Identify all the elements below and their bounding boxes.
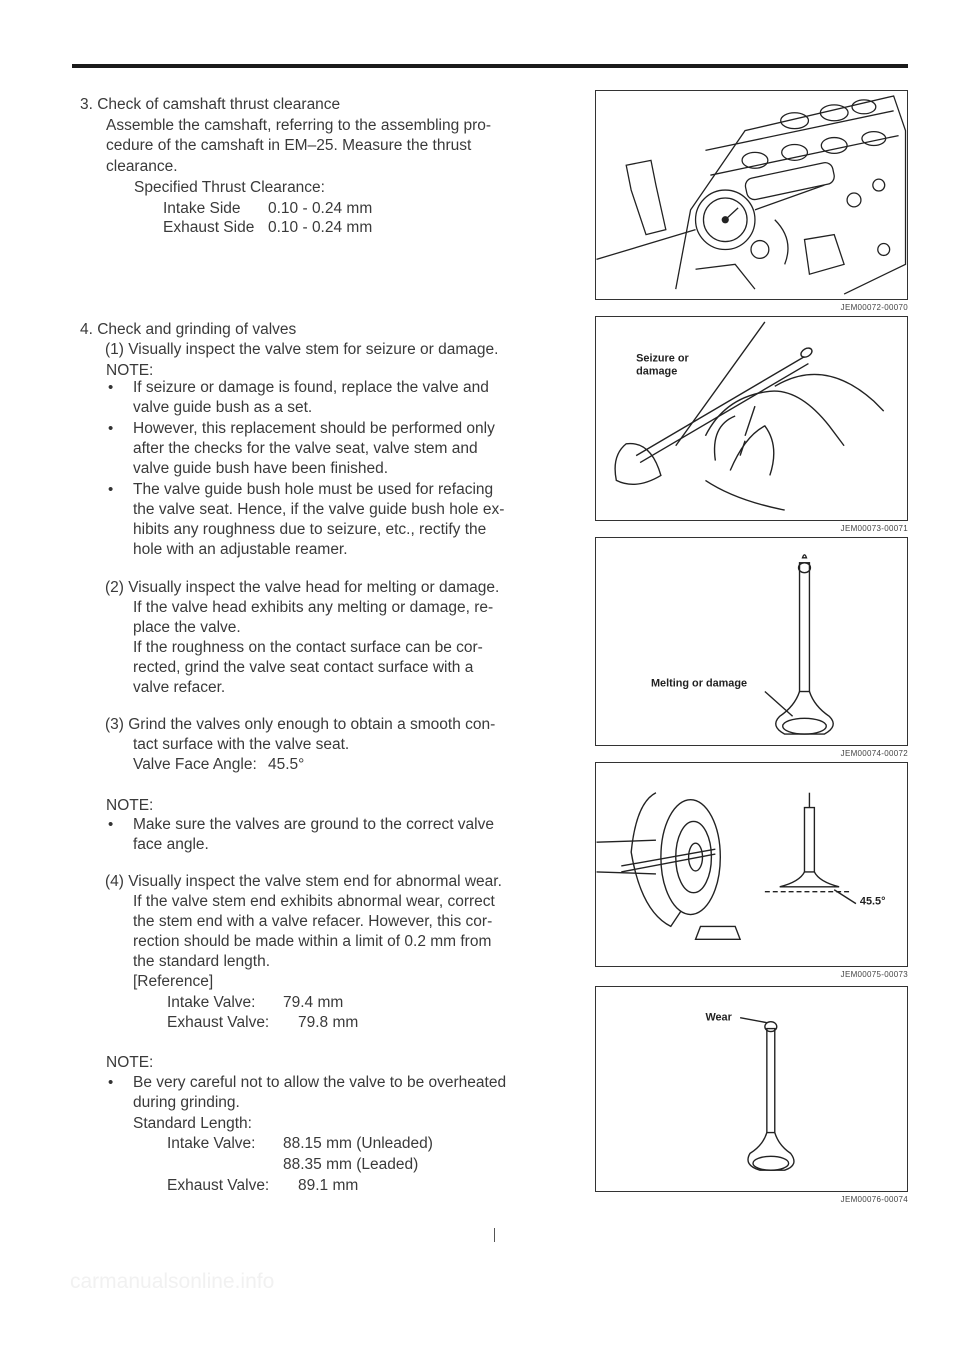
note1-label: NOTE: bbox=[106, 362, 154, 379]
intake-side-label: Intake Side bbox=[163, 200, 241, 217]
note1-bullet2-line2: after the checks for the valve seat, valve stem and bbox=[133, 440, 478, 457]
figure-5-id: JEM00076-00074 bbox=[840, 1195, 908, 1204]
item3-line-1: Assemble the camshaft, referring to the assembling pro- bbox=[106, 117, 492, 134]
valve-in-hand-illustration bbox=[596, 317, 907, 520]
std-length-label: Standard Length: bbox=[133, 1115, 252, 1132]
watermark-text: carmanualsonline.info bbox=[70, 1270, 275, 1293]
figure-valve-face-angle bbox=[595, 762, 908, 967]
sub4-line4: the standard length. bbox=[133, 953, 271, 970]
face-angle-value: 45.5° bbox=[268, 756, 305, 773]
note1-bullet3-line1: The valve guide bush hole must be used for refacing bbox=[133, 481, 494, 498]
sub4-line2: the stem end with a valve refacer. However, this cor- bbox=[133, 913, 493, 930]
note1-bullet3-line3: hibits any roughness due to seizure, etc., rectify the bbox=[133, 521, 487, 538]
ref-exhaust-label: Exhaust Valve: bbox=[167, 1014, 270, 1031]
bullet-dot: • bbox=[108, 816, 114, 833]
note2-line2: face angle. bbox=[133, 836, 209, 853]
figure-4-id: JEM00075-00073 bbox=[840, 970, 908, 979]
sub2-text: (2) Visually inspect the valve head for melting or damage. bbox=[105, 579, 500, 596]
std-exhaust-value: 89.1 mm bbox=[298, 1177, 359, 1194]
ref-intake-value: 79.4 mm bbox=[283, 994, 344, 1011]
sub2-line5: valve refacer. bbox=[133, 679, 226, 696]
fig5-label: Wear bbox=[705, 1011, 732, 1024]
reference-label: [Reference] bbox=[133, 973, 214, 990]
sub3-line1: tact surface with the valve seat. bbox=[133, 736, 350, 753]
note3-line2: during grinding. bbox=[133, 1094, 240, 1111]
note1-bullet2-line3: valve guide bush have been finished. bbox=[133, 460, 389, 477]
sub4-line3: rection should be made within a limit of 0.2 mm from bbox=[133, 933, 492, 950]
figure-valve-stem-wear bbox=[595, 986, 908, 1192]
figure-camshaft-dial-gauge bbox=[595, 90, 908, 300]
figure-valve-head-inspection bbox=[595, 537, 908, 746]
std-intake-value-2: 88.35 mm (Leaded) bbox=[283, 1156, 419, 1173]
sub3-text: (3) Grind the valves only enough to obtain a smooth con- bbox=[105, 716, 496, 733]
bullet-dot: • bbox=[108, 1074, 114, 1091]
bullet-dot: • bbox=[108, 481, 114, 498]
sub2-line2: place the valve. bbox=[133, 619, 241, 636]
item3-line-2: cedure of the camshaft in EM–25. Measure the thrust bbox=[106, 137, 472, 154]
fig2-label-damage: damage bbox=[636, 365, 678, 378]
item4-heading: 4. Check and grinding of valves bbox=[80, 321, 297, 338]
sub1-text: (1) Visually inspect the valve stem for seizure or damage. bbox=[105, 341, 499, 358]
figure-3-id: JEM00074-00072 bbox=[840, 749, 908, 758]
std-exhaust-label: Exhaust Valve: bbox=[167, 1177, 270, 1194]
ref-exhaust-value: 79.8 mm bbox=[298, 1014, 359, 1031]
exhaust-side-label: Exhaust Side bbox=[163, 219, 255, 236]
std-intake-label: Intake Valve: bbox=[167, 1135, 256, 1152]
valve-refacer-illustration bbox=[596, 763, 907, 966]
figure-2-id: JEM00073-00071 bbox=[840, 524, 908, 533]
note3-label: NOTE: bbox=[106, 1054, 154, 1071]
note3-line1: Be very careful not to allow the valve to be overheated bbox=[133, 1074, 507, 1091]
page-marker bbox=[494, 1228, 495, 1242]
intake-side-value: 0.10 - 0.24 mm bbox=[268, 200, 373, 217]
bullet-dot: • bbox=[108, 379, 114, 396]
thrust-spec-label: Specified Thrust Clearance: bbox=[134, 179, 325, 196]
note2-label: NOTE: bbox=[106, 797, 154, 814]
valve-head-illustration bbox=[596, 538, 907, 745]
valve-stem-wear-illustration bbox=[596, 987, 907, 1191]
sub4-text: (4) Visually inspect the valve stem end for abnormal wear. bbox=[105, 873, 502, 890]
item3-heading: 3. Check of camshaft thrust clearance bbox=[80, 96, 341, 113]
cylinder-head-illustration bbox=[596, 91, 907, 299]
fig3-label: Melting or damage bbox=[650, 677, 748, 690]
sub2-line1: If the valve head exhibits any melting or damage, re- bbox=[133, 599, 494, 616]
fig4-angle-label: 45.5° bbox=[859, 895, 886, 908]
note2-line1: Make sure the valves are ground to the correct valve bbox=[133, 816, 494, 833]
note1-bullet3-line2: the valve seat. Hence, if the valve guide bush hole ex- bbox=[133, 501, 505, 518]
bullet-dot: • bbox=[108, 420, 114, 437]
top-rule bbox=[72, 64, 908, 68]
fig2-label-seizure: Seizure or bbox=[636, 352, 689, 365]
sub2-line3: If the roughness on the contact surface can be cor- bbox=[133, 639, 483, 656]
item3-line-3: clearance. bbox=[106, 158, 178, 175]
note1-bullet1-line2: valve guide bush as a set. bbox=[133, 399, 313, 416]
figure-valve-stem-inspection bbox=[595, 316, 908, 521]
sub2-line4: rected, grind the valve seat contact surface with a bbox=[133, 659, 474, 676]
note1-bullet3-line4: hole with an adjustable reamer. bbox=[133, 541, 348, 558]
figure-1-id: JEM00072-00070 bbox=[840, 303, 908, 312]
face-angle-label: Valve Face Angle: bbox=[133, 756, 257, 773]
sub4-line1: If the valve stem end exhibits abnormal wear, correct bbox=[133, 893, 495, 910]
std-intake-value-1: 88.15 mm (Unleaded) bbox=[283, 1135, 433, 1152]
exhaust-side-value: 0.10 - 0.24 mm bbox=[268, 219, 373, 236]
note1-bullet1-line1: If seizure or damage is found, replace the valve and bbox=[133, 379, 489, 396]
ref-intake-label: Intake Valve: bbox=[167, 994, 256, 1011]
note1-bullet2-line1: However, this replacement should be performed only bbox=[133, 420, 495, 437]
